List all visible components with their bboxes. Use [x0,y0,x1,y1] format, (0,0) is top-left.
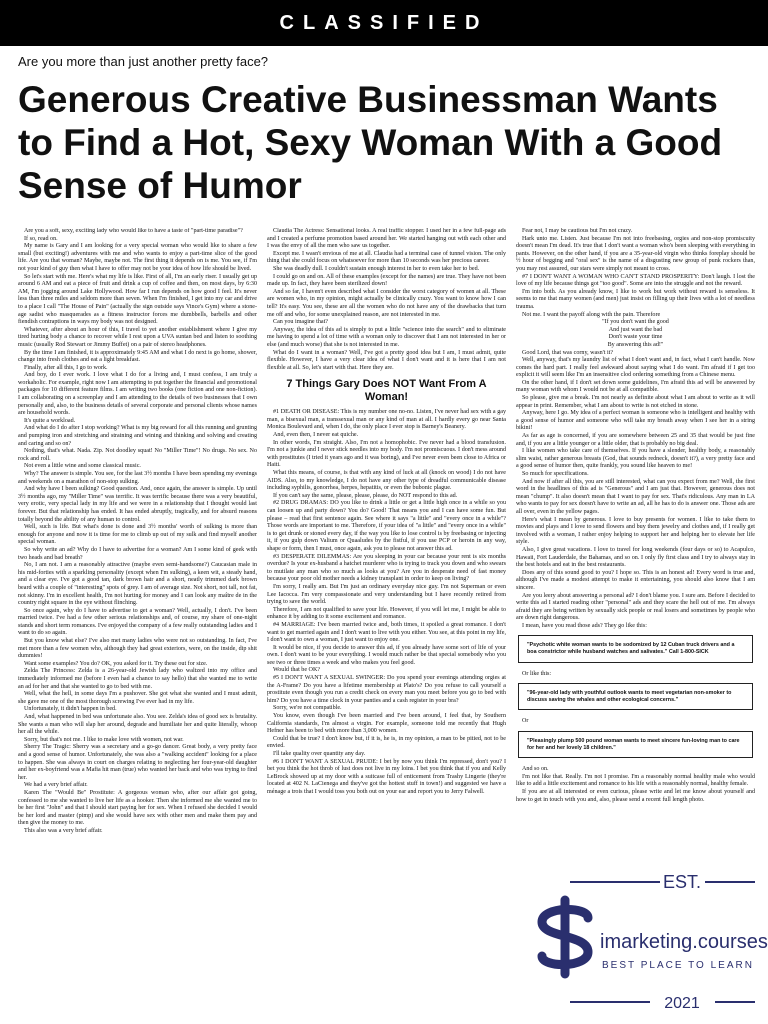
tagline: Are you more than just another pretty face? [18,54,269,69]
paragraph: #6 I DON'T WANT A SEXUAL PRUDE: I bet by now you think I'm repressed, don't you? I bet you think the hot throb of lust does not live in my loins. I bet you think that if you and Kelly LeBrock showed up at my door with a suitcase full of enticement from Trashy Lingerie (they're located at 402 N. LaCienega and they've got the hottest stuff in town!) and suggested we have a ménage a trois that I would toss you both out on your ear and report you to Jerry Falwell. [267,758,506,795]
paragraph: Anyway, here I go. My idea of a perfect woman is someone who is intelligent and healthy with a good sense of humor and someone who will take my breath away when I see her in a string bikini! [516,410,755,432]
paragraph: And what do I do after I stop working? What is my big reward for all this running and grunting and pumping iron and stretching and straining and wining and thinking and solving and creating and caring and so on? [18,425,257,447]
paragraph: What this means, of course, is that with any kind of luck at all (knock on wood) I do not have AIDS. Also, to my knowledge, I do not have any other type of dreadful communicable disease including syphilis, gonorrhea, herpes, hepatitis, or even the bubonic plague. [267,470,506,492]
paragraph: #1 DEATH OR DISEASE: This is my number one no-no. Listen, I've never had sex with a gay man, a bisexual man, a transsexual man or any kind of man at all. I hardly every go near Santa Monica Boulevard and, when I do, the only place I ever stop is Barney's Beanery. [267,409,506,431]
paragraph: Well, what the hell, in some days I'm a pushover. She got what she wanted and I must admit, she gave me one of the most thorough screwing I've ever had in my life. [18,691,257,705]
paragraph: Well, anyway, that's my laundry list of what I don't want and, in fact, what I can't handle. Now comes the hard part. I really feel awkward about saying what I do want. I'm afraid if I get too explicit it will seem like I'm an insensitive clod ordering something from a Chinese menu. [516,357,755,379]
sample-ad-box: "96-year-old lady with youthful outlook wants to meet vegetarian non-smoker to discuss saving the whales and other ecological concerns." [518,683,753,710]
paragraph: My name is Gary and I am looking for a very special woman who would like to share a few small (but exciting!) adventures with me and who wants to enjoy a part-time slice of the good life. Are you that woman? Maybe, maybe not. The first thing it depends on is me. You see, if I'm not your kind of guy then what I have to offer may not be your idea of how life should be lived. [18,243,257,272]
paragraph: Good Lord, that was corny, wasn't it? [522,349,614,356]
paragraph: #7 I DON'T WANT A WOMAN WHO CAN'T STAND PROSPERITY: Don't laugh. I lost the love of my life because things got "too good". Some are into the struggle and not the reward. [516,273,755,288]
paragraph: Want some examples? You do? OK, you asked for it. Try these out for size. [24,660,208,667]
paragraph: Why? The answer is simple. You see, for the last 3½ months I have been spending my evenings and weekends on a marathon of non-stop sulking. [18,471,257,485]
paragraph: Well, such is life. But what's done is done and 3½ months' worth of sulking is more than enough for anyone and now it is time for me to climb up out of my sulk and find myself another special woman. [18,524,257,546]
paragraph: #3 DESPERATE DILEMMAS: Are you sleeping in your car because your rent is six months overdue? Is your ex-husband a hatchet murderer who is trying to track you down and who swears to mutilate any man who so much as looks at you? Are you in desperate need of fast money because your poor old mother needs a kidney transplant in order to keep on living? [267,553,506,583]
paragraph: I mean, have you read those ads? They go like this: [522,622,647,629]
paragraph: Fear not, I may be cautious but I'm not crazy. [522,228,633,234]
paragraph: I could go on and on. All of these examples (except for the names) are true. They have not been made up. In fact, they have been sterilized down! [267,273,506,288]
paragraph: I'm into both. As you already know, I like to work but work without reward is senseless. It seems to me that many women (and men) just insist on filling up their lives with a lot of needless trauma. [516,288,755,310]
paragraph: Sorry, we're not compatible. [273,705,342,712]
paragraph: I like women who take care of themselves. If you have a slender, healthy body, a reasonably slim waist, rather generous breasts (God, that sounds redneck, doesn't it?), a very pretty face and a good sense of humor then, quite frankly, you sound like heaven to me! [516,448,755,470]
paragraph: So please, give me a break. I'm not nearly as definite about what I am about to write as it will appear in print. Remember, what I am about to write is not etched in stone. [516,395,755,409]
paragraph: What do I want in a woman? Well, I've got a pretty good idea but I am, I must admit, quite flexible. However, I have a very clear idea of what I don't want and it is here that I am not flexible at all. So, let's start with that. Here they are. [267,349,506,371]
paragraph: This also was a very brief affair. [24,827,103,834]
paragraph: Finally, after all this, I go to work. [24,364,108,371]
paragraph: And why have I been sulking? Good question. And, once again, the answer is simple. Up until 3½ months ago, my "Miller Time" was terrific. It was terrific because there was a very beautiful, very erotic, very special lady in my life and we were in a relationship that I thought would last forever. But that relationship has ended. It has ended abruptly, tragically, and for absurd reasons totally beyond the ability of any human to control. [18,486,257,523]
paragraph: I'm sorry, I really am. But I'm just an ordinary everyday nice guy. I'm not Superman or even Lee Iacocca. I'm very compassionate and very understanding but I have recently retired from trying to save the world. [267,583,506,606]
paragraph: If you can't say the same, please, please, please, do NOT respond to this ad. [273,492,458,499]
paragraph: Karen The "Would Be" Prostitute: A gorgeous woman who, after our affair got going, confessed to me she wanted to live her life as a hooker. Then she informed me she wanted me to be her first "John" and that I should start paying her for sex. When I refused she decided I would be her lord and master (pimp) and she would have sex with other men and make them pay and then give the money to me. [18,789,257,827]
paragraph: Whatever, after about an hour of this, I travel to yet another establishment where I give my tired hurting body a chance to recover while I rest upon a UVA suntan bed and listen to soothing music (usually Rod Stewart or Jimmy Buffet) on a pair of stereo headphones. [18,326,257,348]
paragraph: Not me. I want the payoff along with the pain. Therefore [522,311,661,318]
paragraph: Unfortunately, it didn't happen in bed. [24,706,117,713]
paragraph: Are you leery about answering a personal ad? I don't blame you. I sure am. Before I decided to write this ad I started reading other "personal" ads and they scare the hell out of me. I'm always afraid they are being written by sexually sick people or real losers and sometimes by people who are down right dangerous. [516,592,755,622]
paragraph: Zelda The Princess: Zelda is a 26-year-old Jewish lady who waltzed into my office and immediately informed me (before I even had a chance to say hello) that she wanted me to write an ad for her and that she wanted to go to bed with me. [18,668,257,690]
column-1 [18,228,257,1024]
paragraph: Are you a soft, sexy, exciting lady who would like to have a taste of "part-time paradise"? [24,228,243,234]
paragraph: If so, read on. [24,235,58,242]
paragraph: Hark unto me. Listen. Just because I'm not into freebasing, orgies and non-stop promiscuity doesn't mean I'm dead. It's true that I don't want a woman who's been sleeping with everything in pants. However, on the other hand, if you are a 35-year-old virgin who thinks foreplay should be ½ hour of begging and "oral sex" is the name of a disgusting new group of punk rockers than, you may rest assured, our stars were simply not meant to cross. [516,235,755,272]
paragraph: Except me. I wasn't envious of me at all. Claudia had a terminal case of tunnel vision. The only thing that she could focus on whatsoever for more than 10 seconds was her precious career. [267,250,506,265]
paragraph: I'll take quality over quantity any day. [273,751,366,757]
section-banner: CLASSIFIED [0,0,768,46]
paragraph: As far as age is concerned, if you are somewhere between 25 and 35 that would be just fine and, if you are a little younger or a little older, that is probably no big deal. [516,433,755,447]
paragraph: Could that be true? I don't know but, if it is, he is, in my opinion, a man to be pitied, not to be envied. [267,735,506,750]
poem-line: "If you don't want the good [602,319,669,326]
paragraph: So much for specifications. [522,471,589,477]
paragraph: #2 DRUG DRAMAS: DO you like to drink a little or get a little high once in a while so you can loosen up and party down? You do? Good! That means you and I can have some fun. But please – read that first sentence again. See where it says "a little" and "every once in a while"? Those words are important to me. Therefore, if your idea of "a little" and "every once in a while" is to get drunk or stoned every day, if the way you like to lose control is by freebasing or injecting it, if you gulp down Valium or Quaaludes by the fistful, if you use PCP or heroin in any way, shape or form, then I must, once again, ask you to please not answer this ad. [267,500,506,552]
paragraph: But you know what else? I've also met many ladies who were not so outstanding. In fact, I've met more than a few women who, although they had great exteriors, were, on the inside, dip shit dummies! [18,638,257,660]
paragraph: Nothing, that's what. Nada. Zip. Not doodley squat! No "Miller Time"! No drugs. No sex. No rock and roll. [18,448,257,462]
paragraph: And, even then, I never eat quiche. [273,432,359,439]
paragraph: Can you imagine that? [273,319,328,326]
paragraph: No, I am not. I am a reasonably attractive (maybe even semi-handsome?) Caucasian male in his mid-forties with a sparkling personality (except when I'm sulking), a keen wit, a steady hand, and a clear eye. I've got a good tan, dark brown hair and a short, neatly trimmed dark brown beard with a couple of "interesting" spots of grey. I am of average size. Not short, not tall, not fat, not skinny. I'm in excellent health, I'm not hurting for money and I can look any maître de in the country right square in the eye without flinching. [18,562,257,607]
paragraph: So let's start with me. Here's what my life is like. First of all, I'm an early riser. I usually get up around 6 AM and eat a piece of fruit and drink a cup of coffee and then, on most days, by 6:30 AM, I'm jogging around Lake Hollywood. How far I run depends on how good I feel. It's never less than three miles and seldom more than seven. When I'm finished, I get into my car and drive to a place I call "The House of Pain" (actually the sign outside says Vince's Gym) where a stone-age sadist who masquerades as a fitness instructor forces me dumbbells, barbells and other fiendish contraptions in ways my body was not designed. [18,273,257,326]
poem-line: And just want the bad [608,326,663,333]
paragraph: Or [522,718,529,725]
paragraph: By the time I am finished, it is approximately 9:45 AM and what I do next is go home, shower, change into fresh clothes and eat a light breakfast. [18,349,257,364]
paragraph: Anyway, the idea of this ad is simply to put a little "science into the search" and to eliminate me having to spend a lot of time with a woman only to discover that I am not interested in her or else (and much worse) that she is not interested in me. [267,326,506,348]
sample-ad-box: "Pleasingly plump 500 pound woman wants to meet sincere fun-loving man to care for her and her lovely 18 children." [518,731,753,758]
paragraph: You know, even though I've been married and I've been around, I feel that, by Southern California standards, I'm almost a virgin. For example, someone told me recently that Hugh Hefner has been to bed with more than 3,000 women. [267,713,506,735]
paragraph: Here's what I mean by generous. I love to buy presents for women. I like to take them to movies and plays and I love to send flowers and buy them jewelry and clothes and, if I really get involved with a woman, I rather enjoy helping to support her and helping her to elevate her life style. [516,516,755,546]
paragraph: And now if after all this, you are still interested, what can you expect from me? Well, the first word in the headlines of this ad is "Generous" and I am just that. However, generous does not mean "chump". It also doesn't mean that I want to pay for sex. That's ridiculous. Any man in LA who wants to pay for sex doesn't have to write an ad, all he has to do is answer one. Those ads are all over, even in the yellow pages. [516,478,755,515]
watermark-logo [530,850,768,1024]
paragraph: She was deadly dull. I couldn't sustain enough interest in her to even take her to bed. [273,265,480,272]
paragraph: In other words, I'm straight. Also, I'm not a homophobic. I've never had a blood transfusion. I'm not a junkie and I never stick needles into my body. I'm not promiscuous. I don't mess around with prostitutes (I tried it years ago and it was boring), and I've never even been close to Africa or Haiti. [267,439,506,469]
subheading: 7 Things Gary Does NOT Want From A Woman! [286,378,487,404]
paragraph: If you are at all interested or even curious, please write and let me know about yourself and how to get in touch with you and, also, please send a recent full length photo. [516,789,755,803]
paragraph: #4 MARRIAGE: I've been married twice and, both times, it spoiled a great romance. I don't want to get married again and I don't want to live with you either. You see, at this point in my life, I don't want to own a woman, I just want to enjoy one. [267,621,506,644]
paragraph: I'm not like that. Really. I'm not I promise. I'm a reasonably normal healthy male who would like to add a little excitement and romance to his life with a reasonably normal, healthy female. [516,773,755,788]
paragraph: Sorry, but that's not me. I like to make love with women, not war. [24,736,184,743]
paragraph: And boy, do I ever work. I love what I do for a living and, I must confess, I am truly a workaholic. For example, right now I am attempting to put together the financial and promotional packages for 10 different feature films. I am writing two books (one fiction and one non-fiction). I am collaborating on a screenplay and I am attending to the details of two businesses that I own personally and, also, to the business details of several corporate and personal clients whose names are household words. [18,372,257,417]
dollar-icon [542,900,588,974]
paragraph: Not even a little wine and some classical music. [24,463,141,470]
poem-line: Don't waste your time [608,334,663,341]
paragraph: So why write an ad? Why do I have to advertise for a woman? Am I some kind of geek with two heads and bad breath? [18,546,257,561]
paragraph: And, what happened in bed was unfortunate also. You see. Zelda's idea of good sex is brutality. She wants a man who will slap her around, degrade and humiliate her and quite literally, whoop her all the while. [18,714,257,736]
paragraph: Or like this: [522,670,552,677]
paragraph: And so on. [522,766,549,773]
paragraph: Would that be OK? [273,667,321,674]
logo-name: imarketing.courses [600,931,768,953]
paragraph: Claudia The Actress: Sensational looks. A real traffic stopper. I used her in a few full-page ads and I created a perfume promotion based around her. We started hanging out with each other and I was the envy of all the men who saw us together. [267,228,506,250]
paragraph: It would be nice, if you decide to answer this ad, if you already have some sort of life of your own. I don't want to be your everything. I would much rather be that special somebody who you see two or three times a week and who makes you feel good. [267,644,506,666]
sample-ad-box: "Psychotic white woman wants to be sodomized by 12 Cuban truck drivers and a boa constrictor while husband watches and salivates." Call 1-800-SICK [518,635,753,662]
paragraph: Also, I give great vacations. I love to travel for long weekends (four days or so) to Acapulco, Hawaii, Fort Lauderdale, the Bahamas, and so on. I only fly first class and I try to always stay in the best hotels and eat in the best restaurants. [516,546,755,569]
logo-est: EST. [662,872,702,892]
paragraph: Does any of this sound good to you? I hope so. This is an honest ad! Every word is true and, although I've made a modest attempt to make it entertaining, you should also know that I am sincere. [516,569,755,591]
logo-tagline: BEST PLACE TO LEARN [602,960,754,971]
paragraph: It's quite a workload. [24,417,76,424]
paragraph: On the other hand, if I don't set down some guidelines, I'm afraid this ad will be answered by many woman with whom I would not be at all compatible. [516,379,755,394]
paragraph: Sherry The Tragic: Sherry was a secretary and a go-go dancer. Great body, a very pretty face and a good sense of humor. Unfortunately, she was also a "walking accident" looking for a place to happen. She was always in court on charges relating to neglecting her four-year-old daughter and her ex-boyfriend was a Mafia hit man (true) who wanted her back and who was trying to find her. [18,744,257,781]
paragraph: #5 I DON'T WANT A SEXUAL SWINGER: Do you spend your evenings attending orgies at the A-Frame? Do you have a lifetime membership at Plato's? Do you refuse to call yourself a prostitute even though you run a credit check on every man you meet before you go to bed with him? Do you have a time clock in your panties and a cash register in your bra? [267,675,506,704]
logo-graphic [530,850,768,1024]
headline: Generous Creative Businessman Wants to Find a Hot, Sexy Woman With a Good Sense of Humor [18,79,723,206]
paragraph: We had a very brief affair. [24,782,88,789]
poem-line: By answering this ad!" [607,341,664,348]
paragraph: So once again, why do I have to advertise to get a woman? Well, actually, I don't. I've been married twice. I've had a few other serious relationships and, of course, my share of one-night stands and short term romances. I've enjoyed the company of a few really outstanding ladies and I want to do so again. [18,607,257,637]
paragraph: And so far, I haven't even described what I consider the worst category of women at all. These are women who, in my opinion, might actually be clinically crazy. You want to know how I can tell? It's easy. You see, these are all the women who do not have any of the drawbacks that turn me off and who, for some unexplained reason, are not interested in me. [267,288,506,318]
paragraph: Therefore, I am not qualified to save your life. However, if you will let me, I might be able to enhance it by adding to it some excitement and romance. [267,606,506,621]
logo-year: 2021 [664,995,700,1012]
column-2 [267,228,506,1024]
